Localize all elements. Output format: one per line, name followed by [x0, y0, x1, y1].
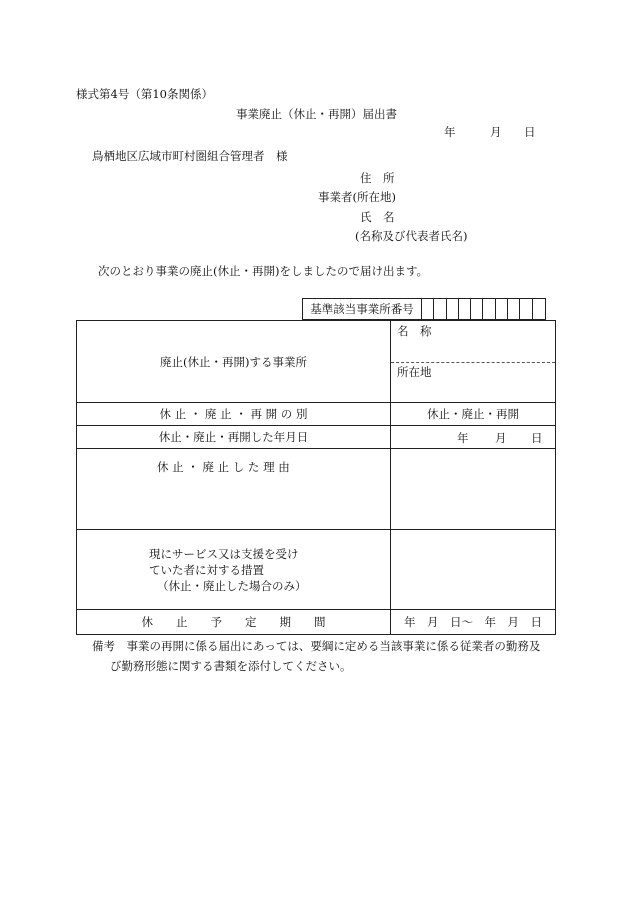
- type-value[interactable]: 休止・廃止・再開: [427, 407, 519, 421]
- office-number-cell[interactable]: [483, 299, 495, 319]
- reason-field[interactable]: [391, 449, 555, 529]
- measures-label: [149, 546, 307, 594]
- form-title: 事業廃止（休止・再開）届出書: [236, 107, 397, 121]
- type-label: 休 止 ・ 廃 止 ・ 再 開 の 別: [77, 403, 391, 425]
- office-number-cell[interactable]: [508, 299, 520, 319]
- office-number-cell[interactable]: [459, 299, 471, 319]
- office-number-cell[interactable]: [496, 299, 508, 319]
- measures-line-1: 現にサービス又は支援を受け: [149, 547, 299, 561]
- period-label: 休 止 予 定 期 間: [77, 610, 391, 634]
- measures-label-cell: [77, 530, 391, 609]
- addressee: 鳥栖地区広域市町村圏組合管理者 様: [92, 149, 288, 163]
- date-month: 月: [490, 125, 502, 139]
- office-location-field[interactable]: [391, 363, 555, 403]
- operator-label: 事業者(所在地): [318, 190, 396, 204]
- date-row-month: 月: [495, 431, 507, 445]
- intro-text: 次のとおり事業の廃止(休止・再開)をしましたので届け出ます。: [98, 264, 429, 278]
- remarks: [92, 636, 562, 676]
- table-row-office: [77, 321, 555, 403]
- name-note: (名称及び代表者氏名): [355, 229, 468, 243]
- office-location-label: 所在地: [397, 365, 432, 379]
- remarks-line-2: び勤務形態に関する書類を添付してください。: [110, 659, 352, 673]
- table-row-date: [77, 426, 555, 449]
- remarks-line-1: 備考 事業の再開に係る届出にあっては、要綱に定める当該事業に係る従業者の勤務及: [92, 639, 541, 653]
- reason-label-cell: [77, 449, 391, 529]
- date-row-year: 年: [457, 431, 469, 445]
- office-name-label: 名 称: [397, 324, 432, 338]
- office-number-cell[interactable]: [447, 299, 459, 319]
- measures-line-3: （休止・廃止した場合のみ）: [157, 579, 307, 593]
- office-number-cell[interactable]: [520, 299, 532, 319]
- notification-table: [76, 320, 556, 635]
- period-value[interactable]: 年 月 日～ 年 月 日: [404, 615, 542, 629]
- address-label: 住 所: [360, 171, 395, 185]
- office-number-grid: [302, 298, 546, 320]
- office-number-cell[interactable]: [434, 299, 446, 319]
- office-number-cell[interactable]: [533, 299, 545, 319]
- office-name-field[interactable]: [391, 321, 555, 363]
- date-day: 日: [524, 125, 536, 139]
- measures-line-2: ていた者に対する措置: [149, 563, 264, 577]
- date-row-label: 休止・廃止・再開した年月日: [77, 426, 391, 448]
- reason-label: 休 止 ・ 廃 止 し た 理 由: [157, 460, 290, 474]
- office-fields: [391, 321, 555, 402]
- date-year: 年: [444, 125, 456, 139]
- form-number: 様式第4号（第10条関係）: [76, 87, 213, 101]
- measures-field[interactable]: [391, 530, 555, 609]
- table-row-reason: [77, 449, 555, 530]
- date-row-value[interactable]: [391, 426, 555, 448]
- table-row-period: [77, 610, 555, 634]
- office-number-cell[interactable]: [471, 299, 483, 319]
- office-label: 廃止(休止・再開)する事業所: [77, 321, 391, 402]
- office-number-label: 基準該当事業所番号: [303, 299, 422, 319]
- submission-date: [444, 124, 536, 140]
- name-label: 氏 名: [360, 210, 395, 224]
- office-number-cell[interactable]: [422, 299, 434, 319]
- date-row-day: 日: [531, 431, 543, 445]
- table-row-type: [77, 403, 555, 426]
- table-row-measures: [77, 530, 555, 610]
